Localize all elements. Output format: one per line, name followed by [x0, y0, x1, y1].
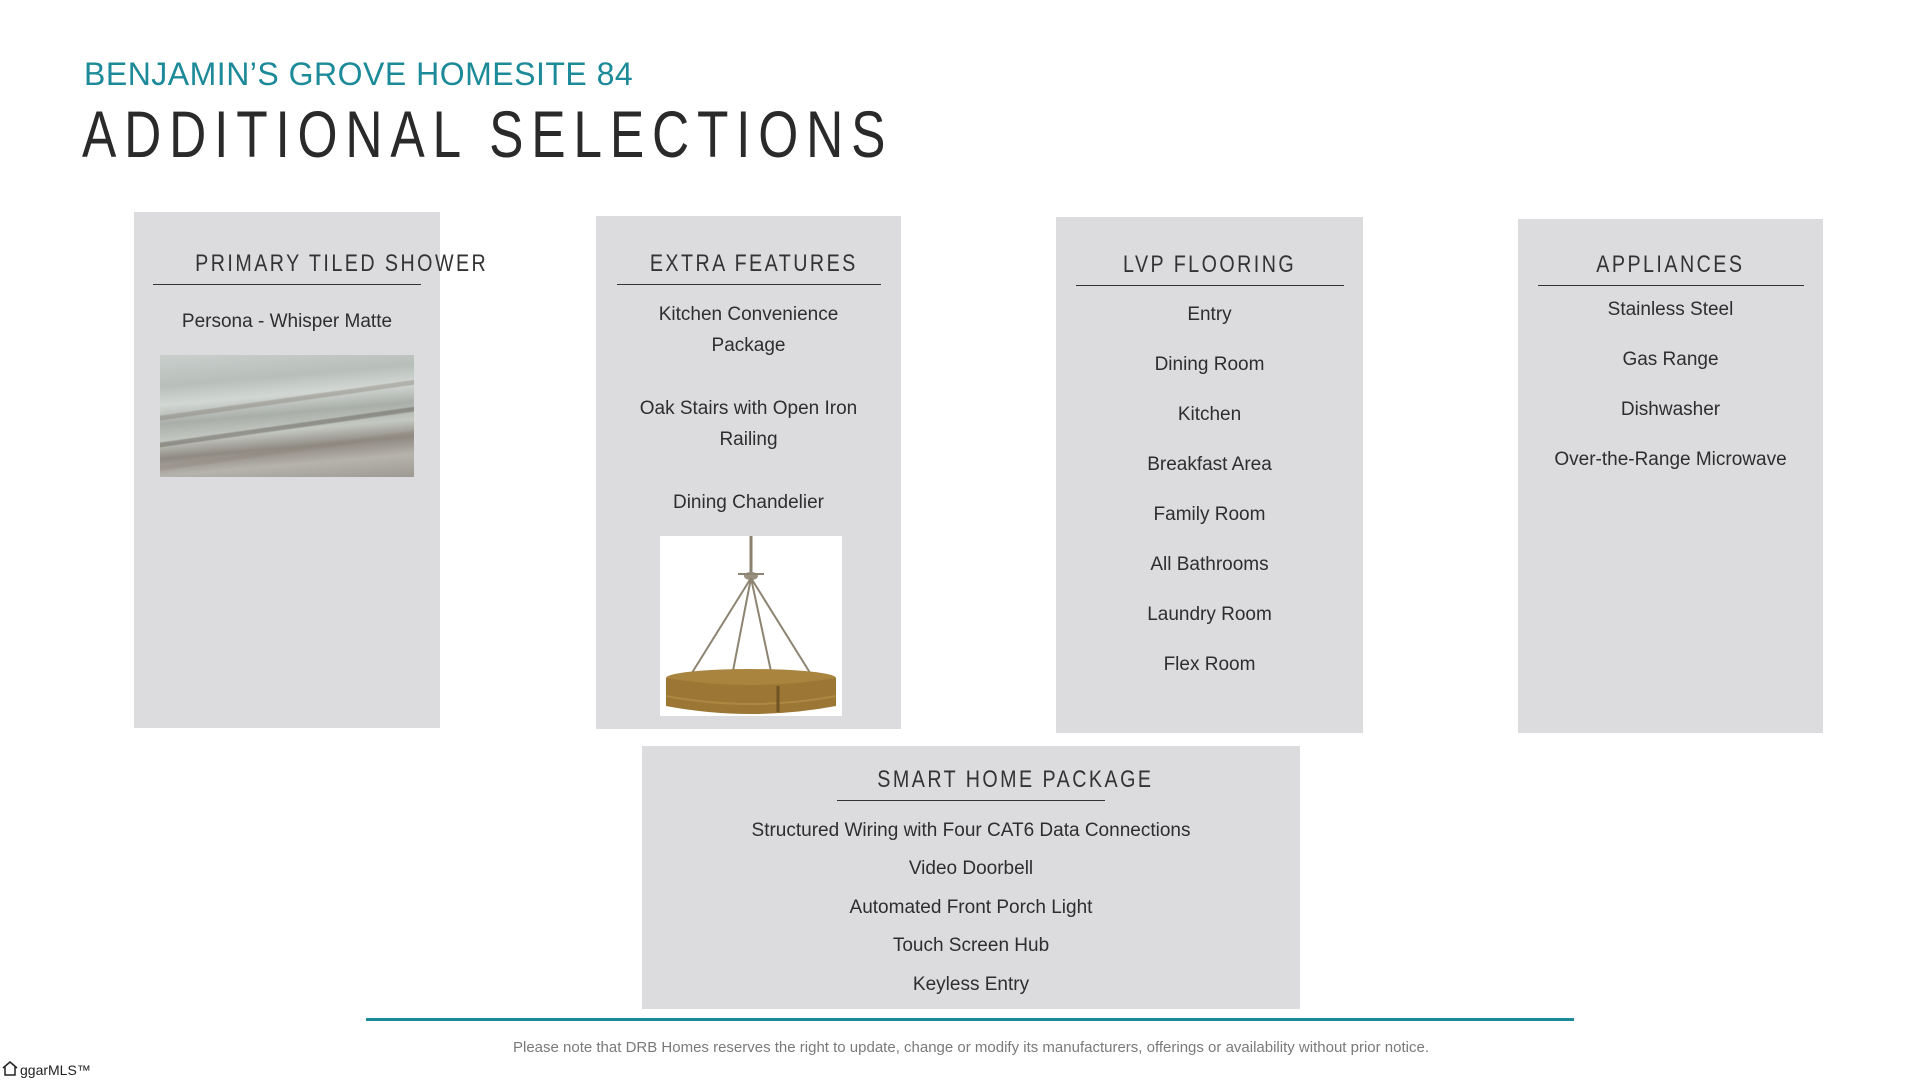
- page-title: ADDITIONAL SELECTIONS: [82, 97, 894, 171]
- card-smart-home-package: [642, 746, 1300, 1009]
- list-item: Structured Wiring with Four CAT6 Data Connections: [751, 820, 1191, 841]
- house-icon: [2, 1060, 18, 1079]
- card-lvp-flooring: [1056, 217, 1363, 733]
- list-item: Railing: [719, 429, 778, 450]
- card-heading: SMART HOME PACKAGE: [837, 766, 1105, 801]
- card-primary-tiled-shower: [134, 212, 489, 728]
- card-heading: PRIMARY TILED SHOWER: [153, 250, 421, 285]
- list-item: All Bathrooms: [1150, 554, 1269, 575]
- list-item: Kitchen: [1177, 404, 1242, 425]
- list-item: Flex Room: [1163, 654, 1256, 675]
- footer-divider: [366, 1018, 1574, 1021]
- tile-sample-image: [160, 355, 414, 477]
- list-item: Dishwasher: [1620, 399, 1721, 420]
- list-item: Video Doorbell: [908, 858, 1034, 879]
- list-item: Touch Screen Hub: [892, 935, 1050, 956]
- footer-disclaimer: Please note that DRB Homes reserves the right to update, change or modify its manufacturers, offerings or availability without prior notice.: [512, 1039, 1429, 1056]
- mls-logo: [2, 1060, 91, 1079]
- list-item: Breakfast Area: [1147, 454, 1272, 475]
- chandelier-image: [660, 536, 842, 716]
- list-item: Oak Stairs with Open Iron: [639, 398, 858, 419]
- list-item: Stainless Steel: [1607, 299, 1734, 320]
- list-item: Keyless Entry: [912, 974, 1030, 995]
- logo-text: ggarMLS™: [20, 1061, 91, 1078]
- card-appliances: [1518, 219, 1823, 733]
- card-extra-features: [596, 216, 901, 729]
- list-item: Family Room: [1153, 504, 1266, 525]
- card-heading: LVP FLOORING: [1076, 251, 1344, 286]
- card-heading: APPLIANCES: [1538, 251, 1804, 286]
- list-item: Laundry Room: [1147, 604, 1272, 625]
- list-item: Kitchen Convenience: [658, 304, 839, 325]
- list-item: Over-the-Range Microwave: [1554, 449, 1787, 470]
- card-heading: EXTRA FEATURES: [617, 250, 881, 285]
- list-item: Dining Chandelier: [672, 492, 825, 513]
- list-item: Automated Front Porch Light: [849, 897, 1093, 918]
- list-item: Package: [711, 335, 786, 356]
- list-item: Gas Range: [1622, 349, 1719, 370]
- page-subtitle: BENJAMIN’S GROVE HOMESITE 84: [84, 56, 634, 92]
- list-item: Dining Room: [1154, 354, 1265, 375]
- list-item: Entry: [1187, 304, 1232, 325]
- list-item: Persona - Whisper Matte: [181, 311, 393, 332]
